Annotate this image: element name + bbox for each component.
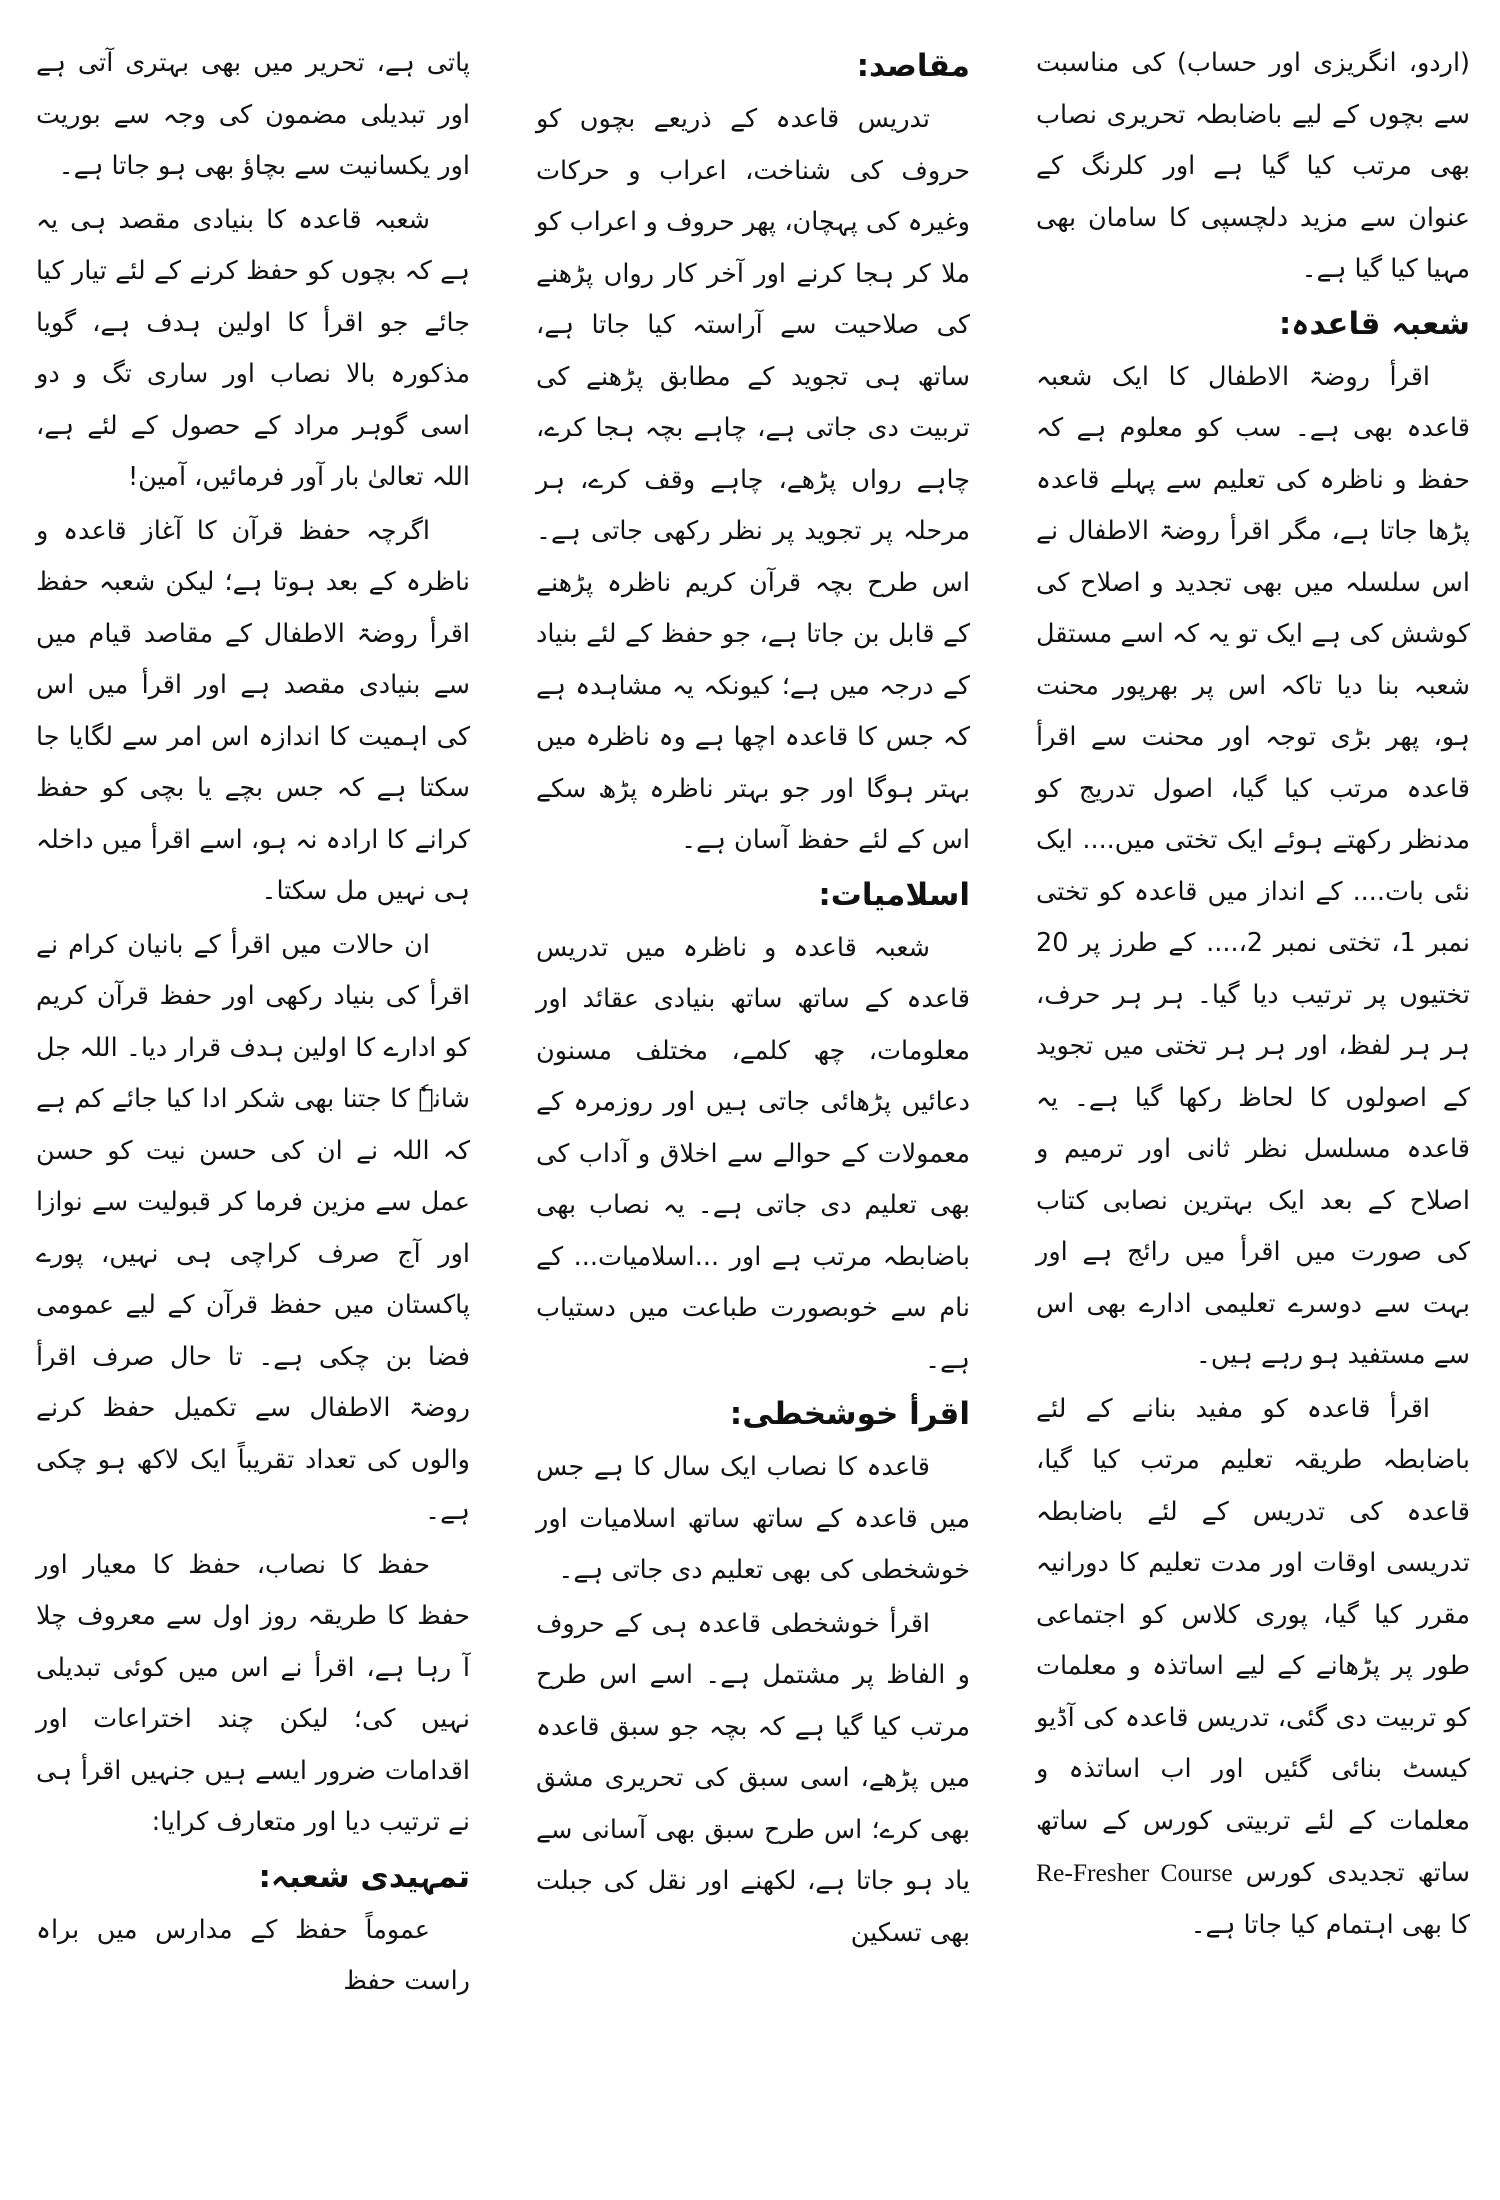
paragraph: شعبہ قاعدہ و ناظرہ میں تدریس قاعدہ کے ساتھ ساتھ بنیادی عقائد اور معلومات، چھ کلمے، مختلف مسنون دعائیں پڑھائی جاتی ہیں اور روزمرہ کے معمولات کے حوالے سے اخلاق و آداب کی بھی تعلیم دی جاتی ہے۔ یہ نصاب بھی باضابطہ مرتب ہے اور ...اسلامیات... کے نام سے خوبصورت طباعت میں دستیاب ہے۔ bbox=[536, 932, 970, 1375]
paragraph: اقرأ روضۃ الاطفال کا ایک شعبہ قاعدہ بھی ہے۔ سب کو معلوم ہے کہ حفظ و ناظرہ کی تعلیم سے پہلے قاعدہ پڑھا جاتا ہے، مگر اقرأ روضۃ الاطفال نے اس سلسلہ میں بھی تجدید و اصلاح کی کوشش کی ہے ایک تو یہ کہ اسے مستقل شعبہ بنا دیا تاکہ اس پر بھرپور محنت ہو، پھر بڑی توجہ اور محنت سے اقرأ قاعدہ مرتب کیا گیا، اصول تدریج کو مدنظر رکھتے ہوئے ایک تختی میں.... ایک نئی بات.... کے انداز میں قاعدہ کو تختی نمبر 1، تختی نمبر 2،.... کے طرز پر 20 تختیوں پر ترتیب دیا گیا۔ ہر ہر حرف، ہر ہر لفظ، اور ہر ہر تختی میں تجوید کے اصولوں کا لحاظ رکھا گیا ہے۔ یہ قاعدہ مسلسل نظر ثانی اور ترمیم و اصلاح کے بعد ایک بہترین نصابی کتاب کی صورت میں اقرأ میں رائج ہے اور بہت سے دوسرے تعلیمی ادارے بھی اس سے مستفید ہو رہے ہیں۔ bbox=[1036, 361, 1470, 1370]
paragraph: پاتی ہے، تحریر میں بھی بہتری آتی ہے اور تبدیلی مضمون کی وجہ سے بوریت اور یکسانیت سے بچاؤ بھی ہو جاتا ہے۔ bbox=[36, 48, 470, 181]
column-right bbox=[1036, 38, 1470, 2200]
paragraph: (اردو، انگریزی اور حساب) کی مناسبت سے بچوں کے لیے باضابطہ تحریری نصاب بھی مرتب کیا گیا ہے اور کلرنگ کے عنوان سے مزید دلچسپی کا سامان بھی مہیا کیا گیا ہے۔ bbox=[1036, 48, 1470, 284]
paragraph: تدریس قاعدہ کے ذریعے بچوں کو حروف کی شناخت، اعراب و حرکات وغیرہ کی پہچان، پھر حروف و اعراب کو ملا کر ہجا کرنے اور آخر کار رواں پڑھنے کی صلاحیت سے آراستہ کیا جاتا ہے، ساتھ ہی تجوید کے مطابق پڑھنے کی تربیت دی جاتی ہے، چاہے بچہ ہجا کرے، چاہے رواں پڑھے، چاہے وقف کرے، ہر مرحلہ پر تجوید پر نظر رکھی جاتی ہے۔ اس طرح بچہ قرآن کریم ناظرہ پڑھنے کے قابل بن جاتا ہے، جو حفظ کے لئے بنیاد کے درجہ میں ہے؛ کیونکہ یہ مشاہدہ ہے کہ جس کا قاعدہ اچھا ہے وہ ناظرہ میں بہتر ہوگا اور جو بہتر ناظرہ پڑھ سکے اس کے لئے حفظ آسان ہے۔ bbox=[536, 104, 970, 855]
paragraph: قاعدہ کا نصاب ایک سال کا ہے جس میں قاعدہ کے ساتھ ساتھ اسلامیات اور خوشخطی کی بھی تعلیم دی جاتی ہے۔ bbox=[536, 1452, 970, 1585]
english-term: Re-Fresher Course bbox=[1036, 1858, 1233, 1887]
column-left bbox=[36, 38, 470, 2200]
paragraph: اگرچہ حفظ قرآن کا آغاز قاعدہ و ناظرہ کے بعد ہوتا ہے؛ لیکن شعبہ حفظ اقرأ روضۃ الاطفال کے مقاصد قیام میں سے بنیادی مقصد ہے اور اقرأ میں اس کی اہمیت کا اندازہ اس امر سے لگایا جا سکتا ہے کہ جس بچے یا بچی کو حفظ کرانے کا ارادہ نہ ہو، اسے اقرأ میں داخلہ ہی نہیں مل سکتا۔ bbox=[36, 515, 470, 906]
paragraph: حفظ کا نصاب، حفظ کا معیار اور حفظ کا طریقہ روز اول سے معروف چلا آ رہا ہے، اقرأ نے اس میں کوئی تبدیلی نہیں کی؛ لیکن چند اختراعات اور اقدامات ضرور ایسے ہیں جنہیں اقرأ ہی نے ترتیب دیا اور متعارف کرایا: bbox=[36, 1549, 470, 1837]
section-heading-preparatory: تمہیدی شعبہ: bbox=[258, 1858, 470, 1895]
column-middle bbox=[536, 38, 970, 2200]
paragraph-text: کا بھی اہتمام کیا جاتا ہے۔ bbox=[1190, 1909, 1470, 1940]
paragraph: اقرأ خوشخطی قاعدہ ہی کے حروف و الفاظ پر مشتمل ہے۔ اسے اس طرح مرتب کیا گیا ہے کہ بچہ جو سبق قاعدہ میں پڑھے، اسی سبق کی تحریری مشق بھی کرے؛ اس طرح سبق بھی آسانی سے یاد ہو جاتا ہے، لکھنے اور نقل کی جبلت بھی تسکین bbox=[536, 1608, 970, 1948]
section-heading-qaida: شعبہ قاعدہ: bbox=[1278, 305, 1470, 342]
paragraph: عموماً حفظ کے مدارس میں براہ راست حفظ bbox=[36, 1914, 470, 1996]
paragraph: ان حالات میں اقرأ کے بانیان کرام نے اقرأ کی بنیاد رکھی اور حفظ قرآن کریم کو ادارے کا اولین ہدف قرار دیا۔ اللہ جل شانہٗ کا جتنا بھی شکر ادا کیا جائے کم ہے کہ اللہ نے ان کی حسن نیت کو حسن عمل سے مزین فرما کر قبولیت سے نوازا اور آج صرف کراچی ہی نہیں، پورے پاکستان میں حفظ قرآن کے لیے عمومی فضا بن چکی ہے۔ تا حال صرف اقرأ روضۃ الاطفال سے تکمیل حفظ کرنے والوں کی تعداد تقریباً ایک لاکھ ہو چکی ہے۔ bbox=[36, 929, 470, 1526]
paragraph: شعبہ قاعدہ کا بنیادی مقصد ہی یہ ہے کہ بچوں کو حفظ کرنے کے لئے تیار کیا جائے جو اقرأ کا اولین ہدف ہے، گویا مذکورہ بالا نصاب اور ساری تگ و دو اسی گوہر مراد کے حصول کے لئے ہے، اللہ تعالیٰ بار آور فرمائیں، آمین! bbox=[36, 204, 470, 492]
paragraph-text: اقرأ قاعدہ کو مفید بنانے کے لئے باضابطہ طریقہ تعلیم مرتب کیا گیا، قاعدہ کی تدریس کے لئے باضابطہ تدریسی اوقات اور مدت تعلیم کا دورانیہ مقرر کیا گیا، پوری کلاس کو اجتماعی طور پر پڑھانے کے لیے اساتذہ و معلمات کو تربیت دی گئی، تدریس قاعدہ کی آڈیو کیسٹ بنائی گئیں اور اب اساتذہ و معلمات کے لئے تربیتی کورس کے ساتھ ساتھ تجدیدی کورس bbox=[1036, 1393, 1471, 1888]
section-heading-islamiyat: اسلامیات: bbox=[818, 876, 970, 913]
paragraph bbox=[1036, 1384, 1470, 1952]
section-heading-calligraphy: اقرأ خوشخطی: bbox=[729, 1396, 970, 1432]
section-heading-objectives: مقاصد: bbox=[856, 48, 970, 84]
